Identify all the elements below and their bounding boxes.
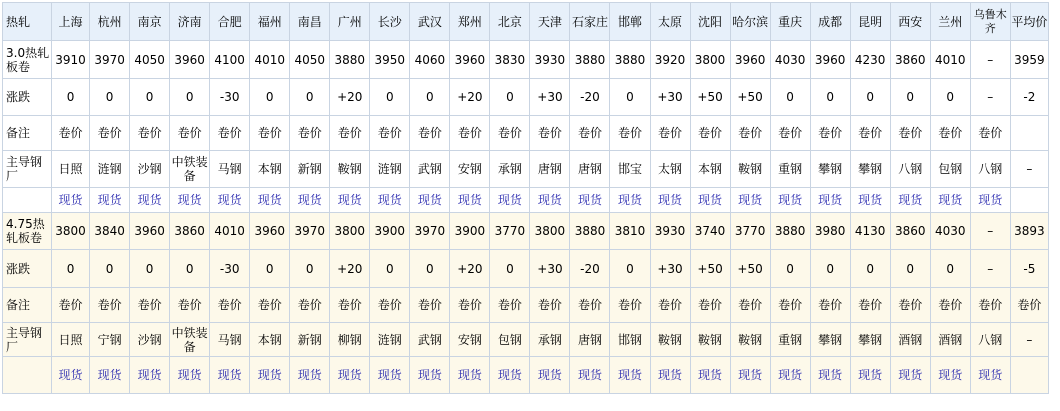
- spot-cell: 现货: [770, 188, 810, 213]
- change-cell: 0: [250, 250, 290, 288]
- change-cell: -30: [210, 250, 250, 288]
- mill-cell: 八钢: [970, 323, 1010, 357]
- price-cell: 3800: [330, 213, 370, 250]
- mill-cell: 新钢: [290, 323, 330, 357]
- mill-cell: 日照: [52, 151, 90, 188]
- change-cell: +30: [650, 79, 690, 116]
- mill-cell: 中铁装备: [170, 151, 210, 188]
- city-header: 济南: [170, 3, 210, 41]
- change-cell: 0: [90, 250, 130, 288]
- spot-cell: 现货: [450, 357, 490, 394]
- mill-cell: 涟钢: [370, 151, 410, 188]
- spot-cell: 现货: [610, 188, 650, 213]
- change-cell: +20: [450, 79, 490, 116]
- change-cell: 0: [930, 250, 970, 288]
- mill-cell: 鞍钢: [330, 151, 370, 188]
- change-label: 涨跌: [3, 250, 52, 288]
- spot-average-blank: [1010, 188, 1048, 213]
- spot-cell: 现货: [250, 188, 290, 213]
- note-cell: 卷价: [330, 288, 370, 323]
- spot-cell: 现货: [690, 357, 730, 394]
- note-cell: 卷价: [410, 116, 450, 151]
- price-cell: 4030: [930, 213, 970, 250]
- change-cell: 0: [810, 79, 850, 116]
- price-cell: 3960: [130, 213, 170, 250]
- city-header: 郑州: [450, 3, 490, 41]
- change-cell: +20: [330, 79, 370, 116]
- spot-cell: 现货: [970, 357, 1010, 394]
- price-cell: 4100: [210, 41, 250, 79]
- note-label: 备注: [3, 288, 52, 323]
- mill-cell: 攀钢: [850, 151, 890, 188]
- price-cell: 3960: [450, 41, 490, 79]
- change-cell: 0: [850, 250, 890, 288]
- price-cell: 3800: [690, 41, 730, 79]
- spot-cell: 现货: [370, 357, 410, 394]
- average-change: -5: [1010, 250, 1048, 288]
- change-cell: 0: [770, 250, 810, 288]
- price-cell: 4010: [250, 41, 290, 79]
- price-cell: 3930: [530, 41, 570, 79]
- spot-cell: 现货: [52, 357, 90, 394]
- mill-cell: 武钢: [410, 323, 450, 357]
- spot-row: [3, 357, 1049, 394]
- note-cell: 卷价: [690, 116, 730, 151]
- spot-average-blank: [1010, 357, 1048, 394]
- note-cell: 卷价: [930, 116, 970, 151]
- mill-cell: 中铁装备: [170, 323, 210, 357]
- price-cell: 3800: [52, 213, 90, 250]
- change-cell: 0: [130, 250, 170, 288]
- note-cell: 卷价: [970, 288, 1010, 323]
- price-cell: –: [970, 41, 1010, 79]
- mill-cell: 攀钢: [810, 323, 850, 357]
- price-cell: 4050: [290, 41, 330, 79]
- mill-cell: 邯钢: [610, 323, 650, 357]
- note-cell: 卷价: [690, 288, 730, 323]
- change-cell: +30: [530, 250, 570, 288]
- change-cell: 0: [170, 250, 210, 288]
- note-cell: 卷价: [450, 116, 490, 151]
- mill-cell: 马钢: [210, 151, 250, 188]
- note-cell: 卷价: [170, 288, 210, 323]
- change-cell: +20: [330, 250, 370, 288]
- mill-cell: 攀钢: [850, 323, 890, 357]
- price-cell: 3900: [370, 213, 410, 250]
- note-cell: 卷价: [970, 116, 1010, 151]
- note-cell: 卷价: [250, 288, 290, 323]
- price-cell: 3900: [450, 213, 490, 250]
- city-header: 南京: [130, 3, 170, 41]
- note-cell: 卷价: [130, 116, 170, 151]
- city-header: 成都: [810, 3, 850, 41]
- mill-cell: 涟钢: [370, 323, 410, 357]
- price-row: [3, 213, 1049, 250]
- change-cell: 0: [890, 79, 930, 116]
- note-cell: 卷价: [730, 116, 770, 151]
- mill-cell: 承钢: [530, 323, 570, 357]
- mill-cell: 鞍钢: [730, 151, 770, 188]
- mill-cell: 唐钢: [530, 151, 570, 188]
- mill-cell: 攀钢: [810, 151, 850, 188]
- change-cell: +30: [530, 79, 570, 116]
- spot-cell: 现货: [490, 188, 530, 213]
- mill-cell: 包钢: [930, 151, 970, 188]
- mill-cell: 本钢: [250, 323, 290, 357]
- price-cell: –: [970, 213, 1010, 250]
- change-label: 涨跌: [3, 79, 52, 116]
- note-cell: 卷价: [530, 116, 570, 151]
- average-note: 卷价: [1010, 288, 1048, 323]
- change-cell: 0: [850, 79, 890, 116]
- change-cell: -30: [210, 79, 250, 116]
- spot-cell: 现货: [530, 188, 570, 213]
- change-cell: 0: [90, 79, 130, 116]
- note-cell: 卷价: [52, 288, 90, 323]
- price-cell: 4010: [930, 41, 970, 79]
- change-cell: 0: [810, 250, 850, 288]
- mill-cell: 唐钢: [570, 151, 610, 188]
- mill-cell: 八钢: [970, 151, 1010, 188]
- price-cell: 3770: [730, 213, 770, 250]
- average-note: [1010, 116, 1048, 151]
- note-cell: 卷价: [210, 288, 250, 323]
- price-cell: 3930: [650, 213, 690, 250]
- header-first-cell: 热轧: [3, 3, 52, 41]
- mill-cell: 柳钢: [330, 323, 370, 357]
- spot-cell: 现货: [850, 188, 890, 213]
- note-cell: 卷价: [170, 116, 210, 151]
- average-header: 平均价: [1010, 3, 1048, 41]
- note-cell: 卷价: [890, 288, 930, 323]
- spot-cell: 现货: [930, 188, 970, 213]
- average-mill: –: [1010, 323, 1048, 357]
- change-cell: 0: [52, 250, 90, 288]
- city-header: 南昌: [290, 3, 330, 41]
- spot-cell: 现货: [290, 357, 330, 394]
- spot-cell: 现货: [90, 357, 130, 394]
- spot-cell: 现货: [690, 188, 730, 213]
- note-cell: 卷价: [850, 116, 890, 151]
- change-cell: 0: [250, 79, 290, 116]
- change-row: [3, 250, 1049, 288]
- mill-cell: 新钢: [290, 151, 330, 188]
- spot-cell: 现货: [810, 357, 850, 394]
- price-cell: 3970: [290, 213, 330, 250]
- note-cell: 卷价: [810, 116, 850, 151]
- change-cell: +50: [730, 79, 770, 116]
- city-header: 邯郸: [610, 3, 650, 41]
- note-cell: 卷价: [770, 116, 810, 151]
- mill-cell: 安钢: [450, 323, 490, 357]
- note-cell: 卷价: [570, 288, 610, 323]
- change-cell: 0: [370, 79, 410, 116]
- note-cell: 卷价: [210, 116, 250, 151]
- note-row: [3, 288, 1049, 323]
- note-cell: 卷价: [570, 116, 610, 151]
- change-cell: +50: [730, 250, 770, 288]
- spot-cell: 现货: [130, 188, 170, 213]
- steel-price-table: [2, 2, 1049, 394]
- average-price: 3893: [1010, 213, 1048, 250]
- city-header: 昆明: [850, 3, 890, 41]
- spot-cell: 现货: [450, 188, 490, 213]
- mill-cell: 沙钢: [130, 323, 170, 357]
- price-cell: 3970: [410, 213, 450, 250]
- change-cell: –: [970, 79, 1010, 116]
- header-row: [3, 3, 1049, 41]
- price-cell: 3880: [330, 41, 370, 79]
- note-cell: 卷价: [370, 116, 410, 151]
- price-cell: 3910: [52, 41, 90, 79]
- note-label: 备注: [3, 116, 52, 151]
- spot-cell: 现货: [970, 188, 1010, 213]
- price-cell: 3880: [570, 213, 610, 250]
- mill-cell: 宁钢: [90, 323, 130, 357]
- spot-cell: 现货: [250, 357, 290, 394]
- note-cell: 卷价: [250, 116, 290, 151]
- change-cell: 0: [52, 79, 90, 116]
- spot-cell: 现货: [930, 357, 970, 394]
- change-cell: 0: [770, 79, 810, 116]
- mill-cell: 重钢: [770, 151, 810, 188]
- price-cell: 3880: [770, 213, 810, 250]
- note-cell: 卷价: [610, 288, 650, 323]
- spot-cell: 现货: [650, 357, 690, 394]
- note-row: [3, 116, 1049, 151]
- mill-cell: 重钢: [770, 323, 810, 357]
- mill-cell: 太钢: [650, 151, 690, 188]
- note-cell: 卷价: [850, 288, 890, 323]
- spot-cell: 现货: [130, 357, 170, 394]
- change-cell: 0: [490, 79, 530, 116]
- change-cell: 0: [930, 79, 970, 116]
- mill-row: [3, 151, 1049, 188]
- change-cell: –: [970, 250, 1010, 288]
- change-row: [3, 79, 1049, 116]
- city-header: 长沙: [370, 3, 410, 41]
- spot-cell: 现货: [570, 188, 610, 213]
- change-cell: +50: [690, 79, 730, 116]
- city-header: 上海: [52, 3, 90, 41]
- price-cell: 3860: [890, 41, 930, 79]
- mill-cell: 武钢: [410, 151, 450, 188]
- price-cell: 3960: [810, 41, 850, 79]
- average-mill: –: [1010, 151, 1048, 188]
- change-cell: 0: [290, 79, 330, 116]
- change-cell: 0: [610, 250, 650, 288]
- mill-cell: 安钢: [450, 151, 490, 188]
- mill-label: 主导钢厂: [3, 323, 52, 357]
- note-cell: 卷价: [52, 116, 90, 151]
- spot-cell: 现货: [330, 357, 370, 394]
- city-header: 太原: [650, 3, 690, 41]
- price-cell: 3960: [170, 41, 210, 79]
- price-cell: 3960: [250, 213, 290, 250]
- city-header: 北京: [490, 3, 530, 41]
- spot-cell: 现货: [890, 188, 930, 213]
- spot-cell: 现货: [370, 188, 410, 213]
- product-label: 3.0热轧板卷: [3, 41, 52, 79]
- price-cell: 3800: [530, 213, 570, 250]
- price-cell: 3840: [90, 213, 130, 250]
- mill-cell: 涟钢: [90, 151, 130, 188]
- price-cell: 4060: [410, 41, 450, 79]
- price-cell: 4010: [210, 213, 250, 250]
- price-cell: 3960: [730, 41, 770, 79]
- city-header: 沈阳: [690, 3, 730, 41]
- mill-cell: 鞍钢: [730, 323, 770, 357]
- note-cell: 卷价: [450, 288, 490, 323]
- change-cell: -20: [570, 79, 610, 116]
- price-cell: 3970: [90, 41, 130, 79]
- change-cell: 0: [890, 250, 930, 288]
- price-cell: 4030: [770, 41, 810, 79]
- spot-cell: 现货: [810, 188, 850, 213]
- note-cell: 卷价: [90, 288, 130, 323]
- note-cell: 卷价: [890, 116, 930, 151]
- spot-cell: 现货: [730, 357, 770, 394]
- mill-cell: 八钢: [890, 151, 930, 188]
- spot-cell: 现货: [610, 357, 650, 394]
- mill-cell: 鞍钢: [650, 323, 690, 357]
- mill-row: [3, 323, 1049, 357]
- mill-cell: 包钢: [490, 323, 530, 357]
- price-cell: 3880: [570, 41, 610, 79]
- city-header: 合肥: [210, 3, 250, 41]
- change-cell: 0: [370, 250, 410, 288]
- note-cell: 卷价: [490, 116, 530, 151]
- price-cell: 4050: [130, 41, 170, 79]
- spot-cell: 现货: [290, 188, 330, 213]
- spot-cell: 现货: [90, 188, 130, 213]
- mill-cell: 本钢: [250, 151, 290, 188]
- price-cell: 3770: [490, 213, 530, 250]
- change-cell: 0: [610, 79, 650, 116]
- mill-cell: 酒钢: [890, 323, 930, 357]
- note-cell: 卷价: [290, 116, 330, 151]
- note-cell: 卷价: [330, 116, 370, 151]
- note-cell: 卷价: [290, 288, 330, 323]
- mill-cell: 马钢: [210, 323, 250, 357]
- change-cell: -20: [570, 250, 610, 288]
- spot-row: [3, 188, 1049, 213]
- change-cell: 0: [170, 79, 210, 116]
- city-header: 杭州: [90, 3, 130, 41]
- spot-cell: 现货: [52, 188, 90, 213]
- city-header: 重庆: [770, 3, 810, 41]
- note-cell: 卷价: [930, 288, 970, 323]
- spot-cell: 现货: [490, 357, 530, 394]
- spot-blank: [3, 188, 52, 213]
- spot-cell: 现货: [210, 357, 250, 394]
- spot-cell: 现货: [770, 357, 810, 394]
- note-cell: 卷价: [650, 288, 690, 323]
- spot-cell: 现货: [850, 357, 890, 394]
- mill-label: 主导钢厂: [3, 151, 52, 188]
- spot-cell: 现货: [170, 188, 210, 213]
- mill-cell: 邯宝: [610, 151, 650, 188]
- city-header: 天津: [530, 3, 570, 41]
- average-price: 3959: [1010, 41, 1048, 79]
- price-cell: 3950: [370, 41, 410, 79]
- note-cell: 卷价: [370, 288, 410, 323]
- note-cell: 卷价: [610, 116, 650, 151]
- city-header: 武汉: [410, 3, 450, 41]
- spot-cell: 现货: [530, 357, 570, 394]
- spot-cell: 现货: [410, 357, 450, 394]
- city-header: 西安: [890, 3, 930, 41]
- change-cell: +50: [690, 250, 730, 288]
- change-cell: +30: [650, 250, 690, 288]
- mill-cell: 日照: [52, 323, 90, 357]
- price-cell: 3860: [170, 213, 210, 250]
- note-cell: 卷价: [130, 288, 170, 323]
- mill-cell: 承钢: [490, 151, 530, 188]
- price-cell: 3740: [690, 213, 730, 250]
- note-cell: 卷价: [90, 116, 130, 151]
- price-cell: 3810: [610, 213, 650, 250]
- price-cell: 3920: [650, 41, 690, 79]
- product-label: 4.75热轧板卷: [3, 213, 52, 250]
- change-cell: 0: [410, 250, 450, 288]
- note-cell: 卷价: [530, 288, 570, 323]
- mill-cell: 酒钢: [930, 323, 970, 357]
- spot-cell: 现货: [210, 188, 250, 213]
- price-cell: 3980: [810, 213, 850, 250]
- mill-cell: 鞍钢: [690, 323, 730, 357]
- spot-cell: 现货: [730, 188, 770, 213]
- note-cell: 卷价: [770, 288, 810, 323]
- mill-cell: 沙钢: [130, 151, 170, 188]
- note-cell: 卷价: [730, 288, 770, 323]
- city-header: 石家庄: [570, 3, 610, 41]
- price-cell: 3860: [890, 213, 930, 250]
- note-cell: 卷价: [490, 288, 530, 323]
- spot-cell: 现货: [890, 357, 930, 394]
- mill-cell: 唐钢: [570, 323, 610, 357]
- spot-cell: 现货: [570, 357, 610, 394]
- price-cell: 3880: [610, 41, 650, 79]
- price-row: [3, 41, 1049, 79]
- change-cell: 0: [130, 79, 170, 116]
- spot-cell: 现货: [170, 357, 210, 394]
- note-cell: 卷价: [810, 288, 850, 323]
- spot-blank: [3, 357, 52, 394]
- spot-cell: 现货: [650, 188, 690, 213]
- city-header: 哈尔滨: [730, 3, 770, 41]
- city-header: 乌鲁木齐: [970, 3, 1010, 41]
- note-cell: 卷价: [410, 288, 450, 323]
- city-header: 福州: [250, 3, 290, 41]
- price-cell: 3830: [490, 41, 530, 79]
- change-cell: +20: [450, 250, 490, 288]
- city-header: 广州: [330, 3, 370, 41]
- average-change: -2: [1010, 79, 1048, 116]
- change-cell: 0: [290, 250, 330, 288]
- spot-cell: 现货: [330, 188, 370, 213]
- price-cell: 4230: [850, 41, 890, 79]
- mill-cell: 本钢: [690, 151, 730, 188]
- change-cell: 0: [490, 250, 530, 288]
- price-cell: 4130: [850, 213, 890, 250]
- note-cell: 卷价: [650, 116, 690, 151]
- spot-cell: 现货: [410, 188, 450, 213]
- change-cell: 0: [410, 79, 450, 116]
- city-header: 兰州: [930, 3, 970, 41]
